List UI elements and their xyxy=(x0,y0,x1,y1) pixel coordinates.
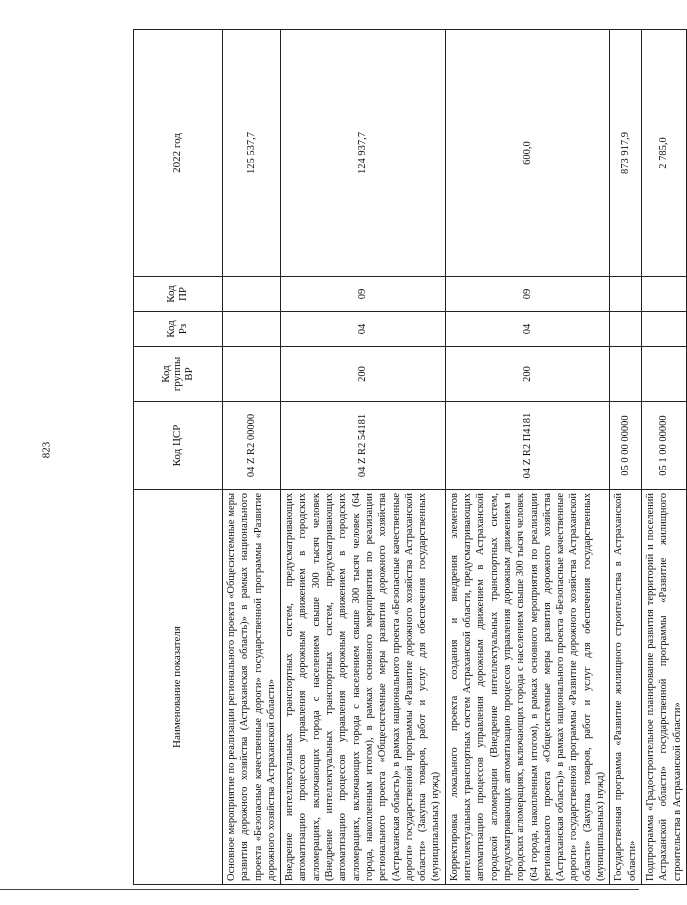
row-vr xyxy=(641,347,686,402)
row-year: 2 785,0 xyxy=(641,30,686,277)
row-name: Подпрограмма «Градостроительное планирование развития территорий и поселений Астраханской области» государственной программы «Развитие жилищного строительства в Астраханской области» xyxy=(641,490,686,885)
header-pr: Код ПР xyxy=(134,277,223,312)
table-row xyxy=(641,30,686,885)
header-name: Наименование показателя xyxy=(134,490,223,885)
row-csr: 05 0 00 00000 xyxy=(610,402,642,490)
row-vr xyxy=(223,347,281,402)
row-year: 125 537,7 xyxy=(223,30,281,277)
table-row xyxy=(281,30,446,885)
row-year: 124 937,7 xyxy=(281,30,446,277)
row-rz xyxy=(223,312,281,347)
row-pr xyxy=(641,277,686,312)
row-name: Внедрение интеллектуальных транспортных систем, предусматривающих автоматизацию процессов управления дорожным движением в городских агломерациях, включающих города с населением свыше 300 тысяч человек (Внедрение интеллектуальных транспортных систем, предусматривающих автоматизацию процессов управления дорожным движением в городских агломерациях, включающих города с населением свыше 300 тысяч человек (64 города, накопленным итогом), в рамках основного мероприятия по реализации регионального проекта «Общесистемные меры развития дорожного хозяйства (Астраханская область)» в рамках национального проекта «Безопасные качественные дороги» государственной программы «Развитие дорожного хозяйства Астраханской области» (Закупка товаров, работ и услуг для обеспечения государственных (муниципальных) нужд) xyxy=(281,490,446,885)
row-vr xyxy=(610,347,642,402)
row-year: 600,0 xyxy=(445,30,610,277)
row-vr: 200 xyxy=(445,347,610,402)
table-row xyxy=(445,30,610,885)
budget-table xyxy=(133,29,687,885)
row-pr: 09 xyxy=(445,277,610,312)
header-vr: Код группы ВР xyxy=(134,347,223,402)
row-rz: 04 xyxy=(281,312,446,347)
page-number: 823 xyxy=(40,441,53,459)
header-csr: Код ЦСР xyxy=(134,402,223,490)
row-vr: 200 xyxy=(281,347,446,402)
table-row xyxy=(610,30,642,885)
row-year: 873 917,9 xyxy=(610,30,642,277)
row-name: Государственная программа «Развитие жилищного строительства в Астраханской области» xyxy=(610,490,642,885)
row-pr: 09 xyxy=(281,277,446,312)
row-csr: 04 Z R2 П4181 xyxy=(445,402,610,490)
rotated-table-wrapper xyxy=(133,30,683,885)
header-year: 2022 год xyxy=(134,30,223,277)
row-csr: 05 1 00 00000 xyxy=(641,402,686,490)
header-rz: Код Рз xyxy=(134,312,223,347)
row-csr: 04 Z R2 00000 xyxy=(223,402,281,490)
row-name: Основное мероприятие по реализации регионального проекта «Общесистемные меры развития дорожного хозяйства (Астраханская область)» в рамках национального проекта «Безопасные качественные дороги» государственной программы «Развитие дорожного хозяйства Астраханской области» xyxy=(223,490,281,885)
row-csr: 04 Z R2 54181 xyxy=(281,402,446,490)
row-pr xyxy=(610,277,642,312)
table-row xyxy=(223,30,281,885)
row-pr xyxy=(223,277,281,312)
row-rz xyxy=(610,312,642,347)
row-rz xyxy=(641,312,686,347)
bottom-divider xyxy=(0,889,639,890)
row-rz: 04 xyxy=(445,312,610,347)
table-header-row xyxy=(134,30,223,885)
row-name: Корректировка локального проекта создания и внедрения элементов интеллектуальных транспортных систем Астраханской области, предусматривающих автоматизацию процессов управления дорожным движением в Астраханской городской агломерации (Внедрение интеллектуальных транспортных систем, предусматривающих автоматизацию процессов управления дорожным движением в городских агломерациях, включающих города с населением свыше 300 тысяч человек (64 города, накопленным итогом), в рамках основного мероприятия по реализации регионального проекта «Общесистемные меры развития дорожного хозяйства (Астраханская область)» в рамках национального проекта «Безопасные качественные дороги» государственной программы «Развитие дорожного хозяйства Астраханской области» (Закупка товаров, работ и услуг для обеспечения государственных (муниципальных) нужд) xyxy=(445,490,610,885)
